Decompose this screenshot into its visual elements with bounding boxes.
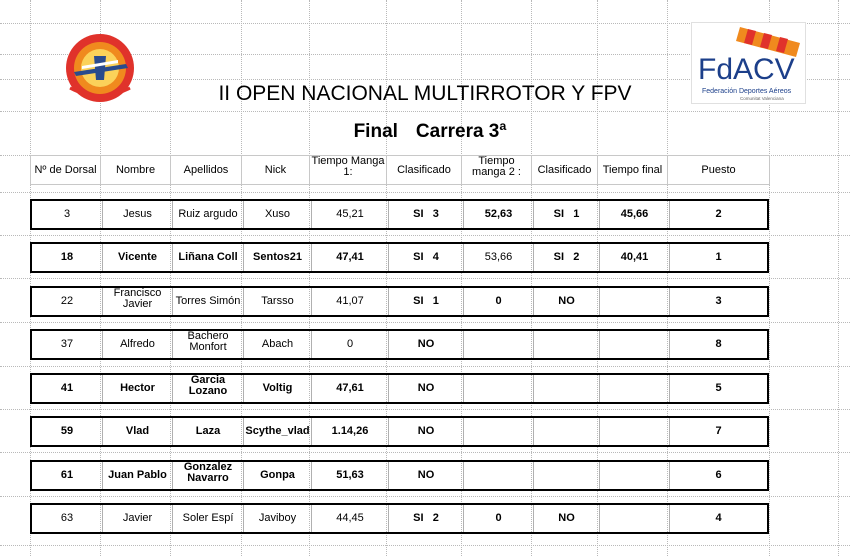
column-header-tiempo-manga-2: Tiempo manga 2 : — [461, 155, 531, 185]
column-header-clasificado-1: Clasificado — [386, 155, 461, 185]
cell-nombre: Juan Pablo — [102, 462, 172, 489]
cell-nombre-line: Javier — [122, 298, 153, 310]
stage-label: Final — [353, 121, 398, 142]
grid-line — [0, 409, 850, 410]
cell-puesto: 7 — [669, 418, 767, 445]
cell-tiempo-final — [599, 331, 669, 358]
cell-nombre-line: Francisco — [113, 287, 162, 299]
grid-line — [0, 111, 850, 112]
fdacv-logo-text: FdACV — [698, 53, 795, 86]
grid-line — [0, 496, 850, 497]
cell-puesto: 3 — [669, 288, 767, 315]
cell-dorsal: 22 — [60, 295, 74, 307]
cell-tiempo-final — [599, 505, 669, 532]
cell-tiempo-manga-2 — [463, 331, 533, 358]
cell-apellidos-line: Bachero — [187, 330, 229, 342]
column-header-apellidos: Apellidos — [170, 155, 241, 185]
cell-puesto: 5 — [669, 375, 767, 402]
column-header-puesto: Puesto — [667, 155, 769, 185]
cell-puesto: 6 — [669, 462, 767, 489]
cell-nick: Gonpa — [243, 462, 311, 489]
cell-apellidos-line: Garcia — [190, 374, 226, 386]
cell-puesto: 8 — [669, 331, 767, 358]
cell-nombre: Vlad — [102, 418, 172, 445]
table-row — [30, 460, 769, 491]
cell-tiempo-manga-1: 47,41 — [311, 244, 388, 271]
cell-clasificado-2: NO — [533, 288, 599, 315]
cell-nick: Xuso — [243, 201, 311, 228]
grid-line — [0, 235, 850, 236]
cell-nombre: Vicente — [102, 244, 172, 271]
cell-tiempo-manga-1: 44,45 — [311, 505, 388, 532]
cell-nick: Tarsso — [243, 288, 311, 315]
cell-puesto: 2 — [669, 201, 767, 228]
column-header-tiempo-final: Tiempo final — [597, 155, 667, 185]
fdacv-sub-caption: Comunitat Valenciana — [740, 96, 784, 101]
column-header-clasificado-2: Clasificado — [531, 155, 597, 185]
cell-tiempo-manga-2 — [463, 375, 533, 402]
cell-clasificado-2: NO — [533, 505, 599, 532]
cell-tiempo-manga-1: 41,07 — [311, 288, 388, 315]
cell-tiempo-manga-1: 45,21 — [311, 201, 388, 228]
column-header-nombre: Nombre — [100, 155, 170, 185]
cell-puesto: 1 — [669, 244, 767, 271]
cell-clasificado-1: SI 1 — [388, 288, 463, 315]
cell-apellidos: Ruiz argudo — [172, 201, 243, 228]
cell-tiempo-manga-2: 0 — [463, 505, 533, 532]
cell-tiempo-final — [599, 288, 669, 315]
cell-dorsal: 59 — [60, 425, 74, 437]
cell-apellidos: Torres Simón — [172, 288, 243, 315]
cell-tiempo-manga-2 — [463, 418, 533, 445]
cell-tiempo-final — [599, 418, 669, 445]
grid-line — [0, 545, 850, 546]
table-row — [30, 199, 769, 230]
cell-dorsal: 41 — [60, 382, 74, 394]
header-border — [769, 155, 770, 185]
cell-nombre: Jesus — [102, 201, 172, 228]
page-title: II OPEN NACIONAL MULTIRROTOR Y FPV — [218, 82, 632, 105]
cell-clasificado-1: NO — [388, 462, 463, 489]
cell-apellidos-line: Navarro — [187, 472, 229, 484]
cell-dorsal: 18 — [60, 251, 74, 263]
cell-dorsal: 3 — [63, 208, 71, 220]
cell-clasificado-1: SI 4 — [388, 244, 463, 271]
column-header-dorsal: Nº de Dorsal — [30, 155, 100, 185]
cell-nick: Voltig — [243, 375, 311, 402]
cell-clasificado-1: NO — [388, 375, 463, 402]
cell-tiempo-final: 40,41 — [599, 244, 669, 271]
grid-line — [0, 366, 850, 367]
cell-clasificado-2 — [533, 331, 599, 358]
cell-dorsal: 63 — [60, 512, 74, 524]
club-logo — [60, 30, 144, 106]
race-label: Carrera 3ª — [415, 121, 507, 142]
cell-clasificado-2 — [533, 418, 599, 445]
cell-clasificado-1: NO — [388, 331, 463, 358]
cell-nombre: Alfredo — [102, 331, 172, 358]
cell-apellidos: Liñana Coll — [172, 244, 243, 271]
cell-dorsal: 61 — [60, 469, 74, 481]
fdacv-logo — [691, 22, 806, 104]
cell-tiempo-manga-1: 47,61 — [311, 375, 388, 402]
table-row — [30, 373, 769, 404]
cell-nick: Javiboy — [243, 505, 311, 532]
cell-clasificado-2: SI 1 — [533, 201, 599, 228]
cell-tiempo-final — [599, 375, 669, 402]
grid-line — [0, 192, 850, 193]
cell-apellidos-line: Lozano — [188, 385, 228, 397]
table-row — [30, 242, 769, 273]
cell-clasificado-2 — [533, 375, 599, 402]
table-row — [30, 416, 769, 447]
cell-apellidos — [172, 331, 243, 358]
cell-tiempo-manga-1: 51,63 — [311, 462, 388, 489]
header-border — [30, 184, 769, 185]
table-row — [30, 286, 769, 317]
cell-clasificado-2: SI 2 — [533, 244, 599, 271]
cell-tiempo-manga-2: 0 — [463, 288, 533, 315]
cell-clasificado-1: SI 3 — [388, 201, 463, 228]
cell-nombre: Javier — [102, 505, 172, 532]
cell-apellidos — [172, 462, 243, 489]
cell-nick: Abach — [243, 331, 311, 358]
cell-clasificado-1: SI 2 — [388, 505, 463, 532]
race-subtitle — [300, 121, 560, 143]
column-header-nick: Nick — [241, 155, 309, 185]
cell-nombre — [102, 288, 172, 315]
cell-nick: Scythe_vlad — [243, 418, 311, 445]
cell-apellidos: Laza — [172, 418, 243, 445]
cell-puesto: 4 — [669, 505, 767, 532]
fdacv-caption: Federación Deportes Aéreos — [702, 88, 792, 95]
cell-tiempo-final: 45,66 — [599, 201, 669, 228]
cell-nick: Sentos21 — [243, 244, 311, 271]
column-header-tiempo-manga-1: Tiempo Manga 1: — [309, 155, 386, 185]
grid-line — [0, 322, 850, 323]
grid-line — [0, 278, 850, 279]
cell-tiempo-final — [599, 462, 669, 489]
table-row — [30, 503, 769, 534]
cell-tiempo-manga-1: 0 — [311, 331, 388, 358]
cell-tiempo-manga-2: 52,63 — [463, 201, 533, 228]
cell-apellidos-line: Gonzalez — [183, 461, 233, 473]
cell-tiempo-manga-2: 53,66 — [463, 244, 533, 271]
cell-clasificado-2 — [533, 462, 599, 489]
cell-apellidos-line: Monfort — [189, 341, 227, 353]
cell-dorsal: 37 — [60, 338, 74, 350]
cell-tiempo-manga-2 — [463, 462, 533, 489]
cell-clasificado-1: NO — [388, 418, 463, 445]
cell-tiempo-manga-1: 1.14,26 — [311, 418, 388, 445]
cell-nombre: Hector — [102, 375, 172, 402]
grid-line — [0, 452, 850, 453]
table-row — [30, 329, 769, 360]
cell-apellidos: Soler Espí — [172, 505, 243, 532]
cell-apellidos — [172, 375, 243, 402]
